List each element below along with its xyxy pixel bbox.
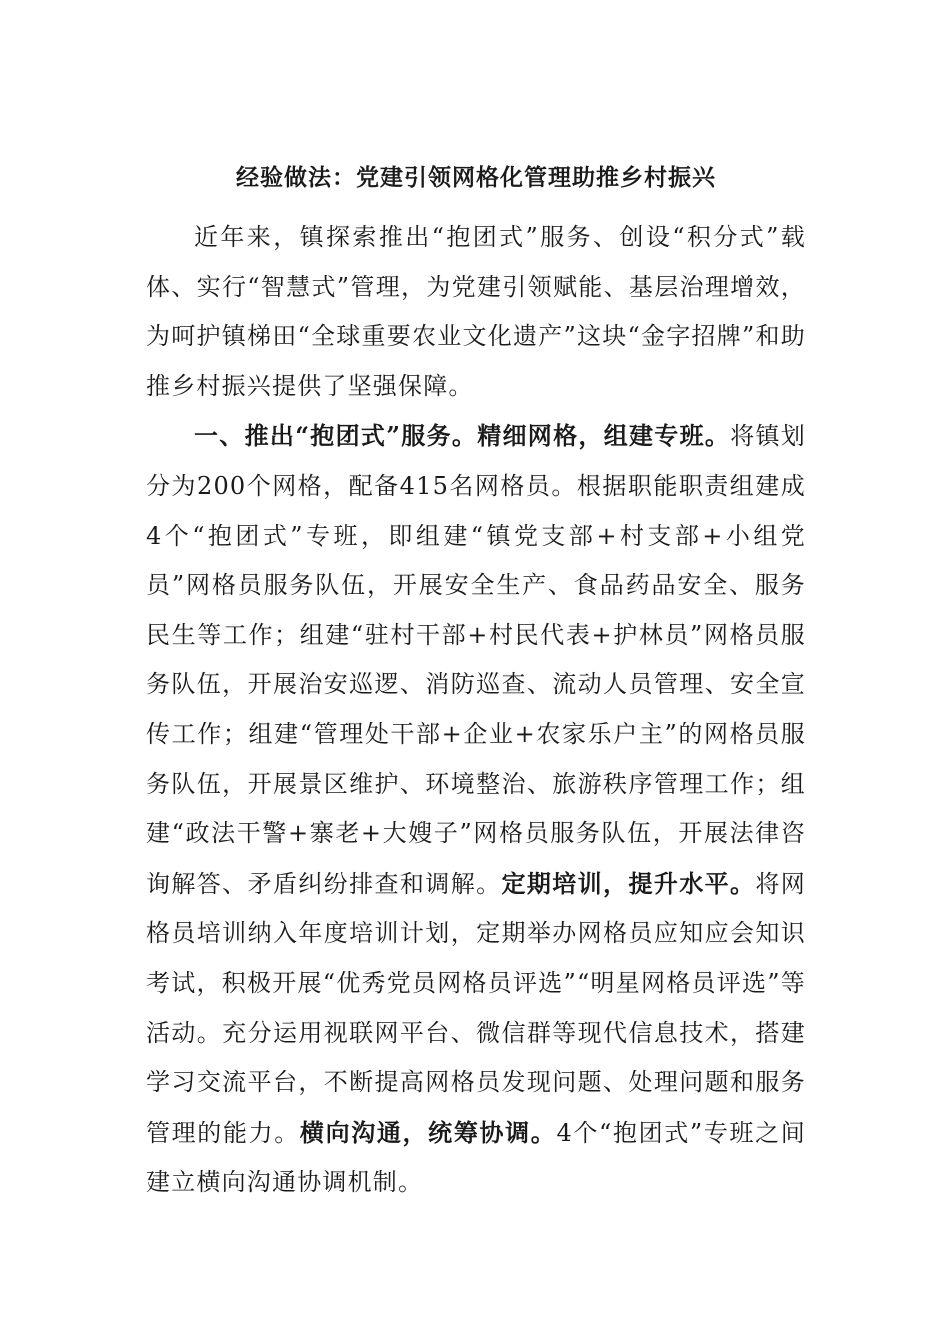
point-3-text: 4个“抱团式”专班之间建立横向沟通协调机制。 (146, 1118, 806, 1197)
document-page (146, 158, 806, 1208)
document-title: 经验做法：党建引领网格化管理助推乡村振兴 (236, 164, 716, 191)
point-2-text: 将网格员培训纳入年度培训计划，定期举办网格员应知应会知识考试，积极开展“优秀党员网格员评选”“明星网格员评选”等活动。充分运用视联网平台、微信群等现代信息技术，搭建学习交流平台，不断提高网格员发现问题、处理问题和服务管理的能力。 (146, 869, 806, 1147)
point-2-title: 定期培训，提升水平。 (501, 868, 756, 898)
section-1-paragraph (146, 411, 806, 1208)
point-1-title: 精细网格，组建专班。 (477, 421, 731, 451)
point-3-title: 横向沟通，统筹协调。 (299, 1117, 557, 1147)
section-1-heading: 一、推出“抱团式”服务。 (194, 421, 478, 451)
intro-paragraph: 近年来，镇探索推出“抱团式”服务、创设“积分式”载体、实行“智慧式”管理，为党建引领赋能、基层治理增效，为呵护镇梯田“全球重要农业文化遗产”这块“金字招牌”和助推乡村振兴提供了坚强保障。 (146, 223, 806, 400)
point-1-text: 将镇划分为200个网格，配备415名网格员。根据职能职责组建成4个“抱团式”专班，即组建“镇党支部+村支部+小组党员”网格员服务队伍，开展安全生产、食品药品安全、服务民生等工作；组建“驻村干部+村民代表+护林员”网格员服务队伍，开展治安巡逻、消防巡查、流动人员管理、安全宣传工作；组建“管理处干部+企业+农家乐户主”的网格员服务队伍，开展景区维护、环境整治、旅游秩序管理工作；组建“政法干警+寨老+大嫂子”网格员服务队伍，开展法律咨询解答、矛盾纠纷排查和调解。 (146, 422, 807, 898)
